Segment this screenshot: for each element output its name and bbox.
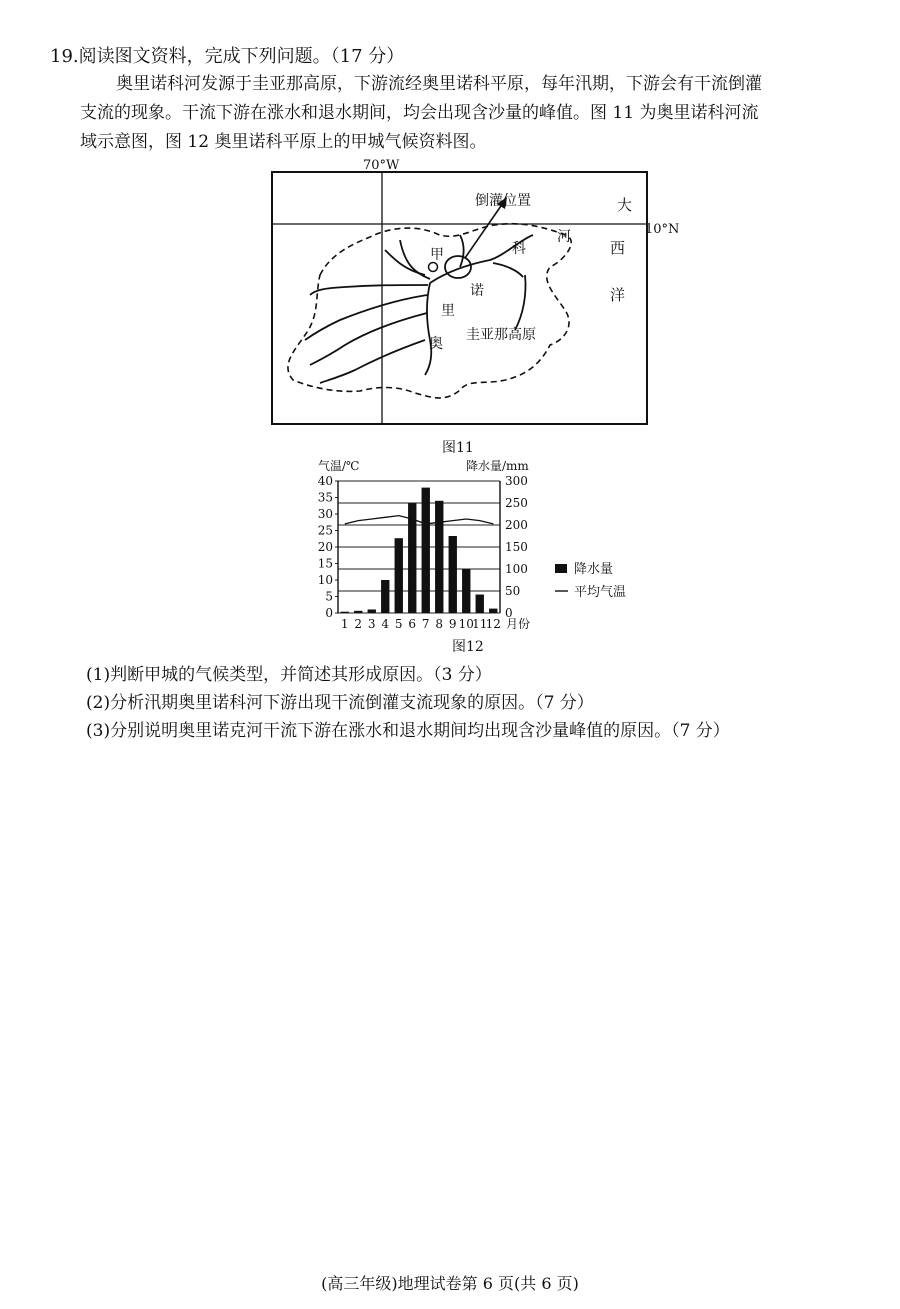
right-tick-label: 100 <box>505 562 528 576</box>
precip-bar <box>489 609 497 613</box>
tributary-nw <box>385 250 425 275</box>
label-ao: 奥 <box>429 336 443 352</box>
precip-bar <box>476 595 484 613</box>
passage-line-3: 域示意图，图 12 奥里诺科平原上的甲城气候资料图。 <box>80 132 487 152</box>
label-jia: 甲 <box>430 247 444 263</box>
left-tick-label: 40 <box>317 474 333 488</box>
x-tick-label: 1 <box>340 617 349 631</box>
left-tick-label: 20 <box>317 540 333 554</box>
latitude-label: 10°N <box>645 222 680 237</box>
figure-12-caption: 图12 <box>452 639 484 655</box>
page-footer: (高三年级)地理试卷第 6 页(共 6 页) <box>321 1274 579 1293</box>
backflow-label: 倒灌位置 <box>475 193 531 209</box>
precip-bar <box>395 538 403 613</box>
sub-question-2: (2)分析汛期奥里诺科河下游出现干流倒灌支流现象的原因。（7 分） <box>86 693 594 713</box>
label-li: 里 <box>441 303 455 319</box>
sub-question-1: (1)判断甲城的气候类型，并简述其形成原因。（3 分） <box>86 665 492 685</box>
left-axis-label: 气温/℃ <box>318 459 360 473</box>
left-tick-label: 30 <box>317 507 333 521</box>
figure-11-caption: 图11 <box>442 440 474 456</box>
right-tick-label: 200 <box>505 518 528 532</box>
map-frame <box>272 172 647 424</box>
left-tick-label: 5 <box>325 589 333 604</box>
legend-line-label: 平均气温 <box>574 585 627 600</box>
x-tick-label: 10 <box>458 617 474 631</box>
precip-bar <box>422 488 430 613</box>
tributary-jia <box>400 240 430 279</box>
tributary-west-4 <box>320 340 425 383</box>
right-tick-label: 150 <box>505 540 528 554</box>
backflow-circle <box>445 256 471 278</box>
x-tick-label: 8 <box>435 617 444 631</box>
precip-bar <box>449 536 457 613</box>
x-tick-label: 3 <box>367 617 376 631</box>
passage-line-2: 支流的现象。干流下游在涨水和退水期间，均会出现含沙量的峰值。图 11 为奥里诺科河流 <box>80 103 759 123</box>
sub-question-3: (3)分别说明奥里诺克河干流下游在涨水和退水期间均出现含沙量峰值的原因。（7 分） <box>86 721 730 741</box>
tributary-east <box>515 275 526 330</box>
left-tick-label: 10 <box>317 573 333 587</box>
river-basin-map <box>265 155 680 430</box>
label-da: 大 <box>617 196 633 214</box>
precip-bar <box>462 569 470 613</box>
x-tick-label: 9 <box>448 617 457 631</box>
label-yang: 洋 <box>610 286 626 304</box>
question-title: 19.阅读图文资料，完成下列问题。（17 分） <box>50 46 405 67</box>
climate-chart <box>300 456 660 636</box>
right-tick-label: 300 <box>505 474 528 488</box>
main-river-upper <box>425 283 431 375</box>
left-tick-label: 35 <box>317 490 333 505</box>
precip-bar <box>368 609 376 613</box>
x-tick-label: 4 <box>381 617 390 631</box>
passage-line-1 <box>80 70 870 99</box>
precip-bar <box>435 501 443 613</box>
temperature-line <box>345 516 494 524</box>
right-tick-label: 0 <box>505 606 513 620</box>
river-network <box>305 235 533 383</box>
x-tick-label: 6 <box>408 617 417 631</box>
label-plateau: 圭亚那高原 <box>466 327 536 343</box>
precip-bar <box>381 580 389 613</box>
precip-bar <box>354 611 362 613</box>
backflow-arrow <box>465 203 503 258</box>
tributary-north <box>460 235 464 267</box>
tributary-west-3 <box>310 313 427 365</box>
label-xi: 西 <box>610 239 626 257</box>
label-nuo: 诺 <box>470 283 484 299</box>
x-tick-label: 12 <box>485 617 501 631</box>
x-tick-label: 2 <box>354 617 363 631</box>
left-tick-label: 15 <box>317 556 333 571</box>
x-tick-label: 7 <box>421 617 430 631</box>
x-tick-label: 5 <box>394 617 403 631</box>
longitude-label: 70°W <box>363 158 400 173</box>
right-tick-label: 250 <box>505 496 528 510</box>
right-axis-label: 降水量/mm <box>466 459 529 473</box>
legend-bar-label: 降水量 <box>574 562 614 577</box>
tributary-caroni <box>493 263 523 277</box>
x-unit-label: 月份 <box>506 617 531 631</box>
label-ke: 科 <box>512 241 526 257</box>
left-tick-label: 0 <box>325 606 333 620</box>
legend-bar-swatch <box>555 564 567 573</box>
x-tick-label: 11 <box>472 617 488 631</box>
tributary-west-1 <box>310 285 428 295</box>
right-tick-label: 50 <box>505 584 521 598</box>
city-jia-marker <box>429 263 438 272</box>
left-tick-label: 25 <box>317 523 333 538</box>
passage-text-1: 奥里诺科河发源于圭亚那高原，下游流经奥里诺科平原，每年汛期，下游会有干流倒灌 <box>116 74 762 94</box>
label-he: 河 <box>557 229 571 245</box>
precip-bar <box>341 612 349 613</box>
